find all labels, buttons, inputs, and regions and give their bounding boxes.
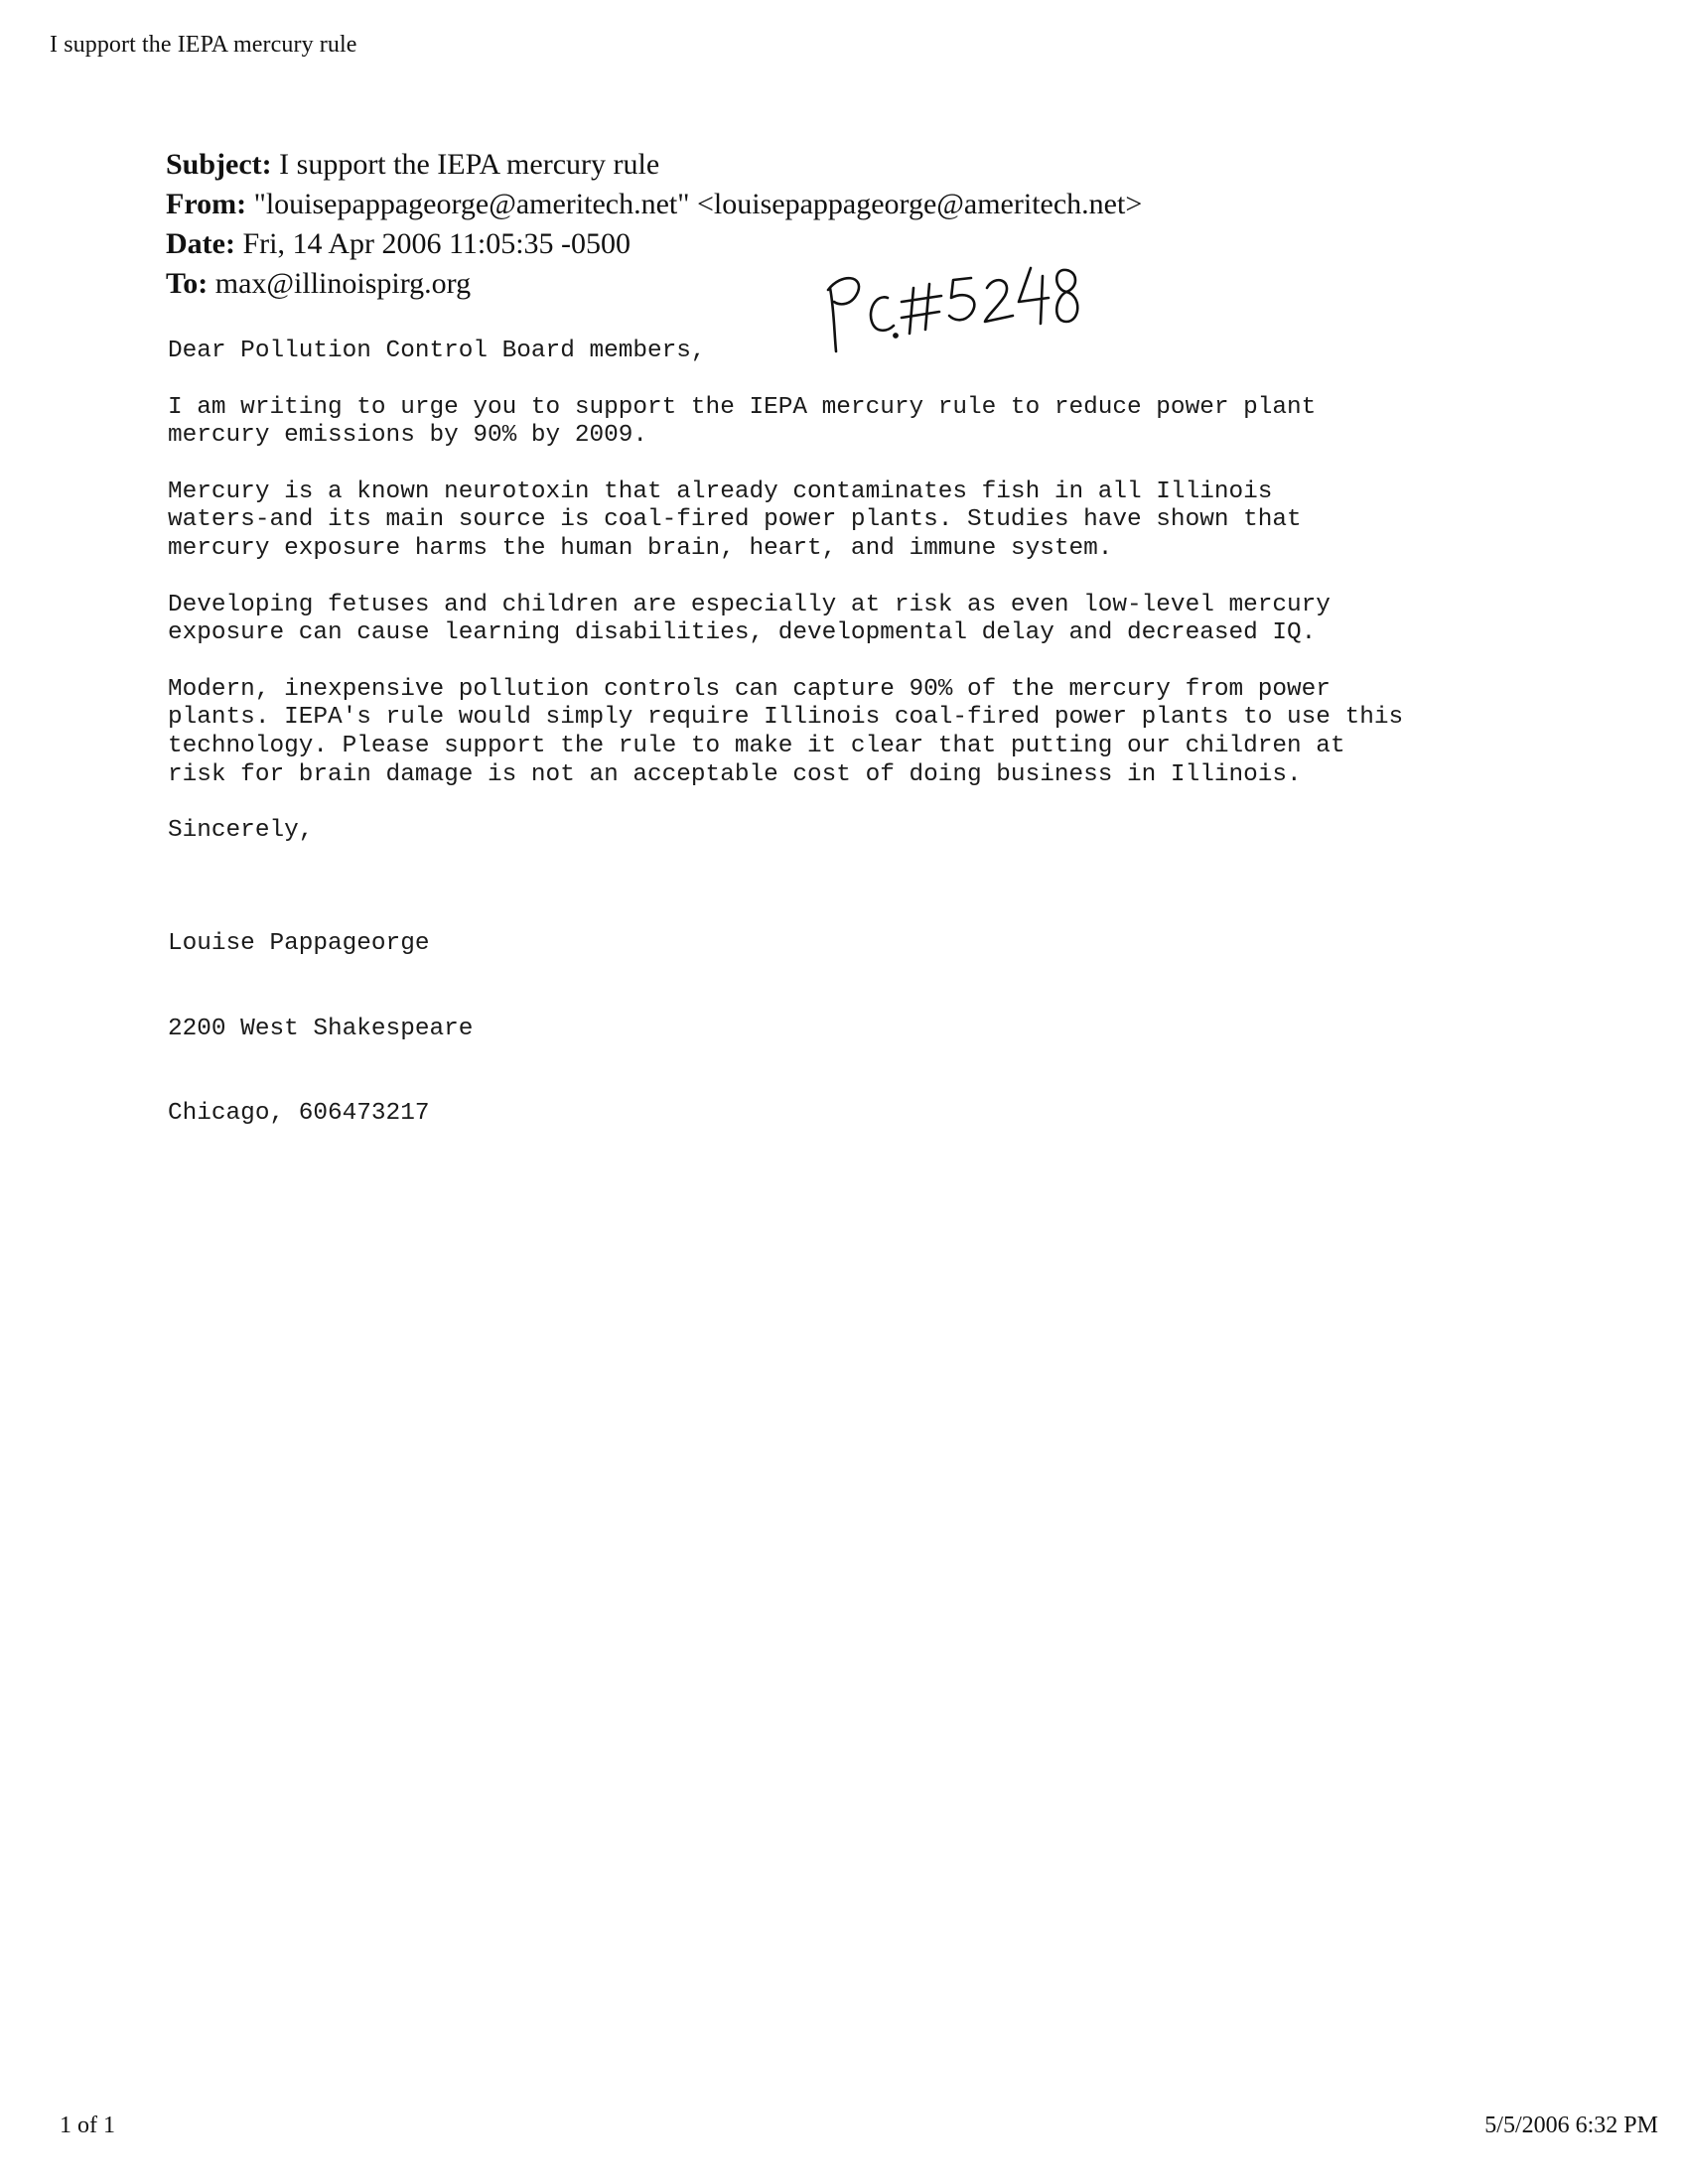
body-paragraph-2: Mercury is a known neurotoxin that already contaminates fish in all Illinois waters-and its main source is coal-fired power plants. Studies have shown that mercury exposure harms the human brain, heart, and immune system. (168, 478, 1302, 562)
to-value: max@illinoispirg.org (214, 267, 472, 300)
closing: Sincerely, (168, 817, 314, 845)
salutation: Dear Pollution Control Board members, (168, 338, 706, 364)
signer-street: 2200 West Shakespeare (168, 1015, 474, 1042)
subject-label: Subject: (166, 148, 272, 181)
signature-block (168, 874, 1617, 1186)
body-paragraph-3: Developing fetuses and children are especially at risk as even low-level mercury exposure can cause learning disabilities, developmental delay and decreased IQ. (168, 591, 1331, 647)
from-value: "louisepappageorge@ameritech.net" <louisepappageorge@ameritech.net> (253, 188, 1143, 220)
body-paragraph-1: I am writing to urge you to support the IEPA mercury rule to reduce power plant mercury emissions by 90% by 2009. (168, 393, 1317, 450)
from-row (166, 185, 1142, 224)
signer-name: Louise Pappageorge (168, 929, 430, 957)
date-value: Fri, 14 Apr 2006 11:05:35 -0500 (242, 227, 632, 260)
date-label: Date: (166, 227, 235, 260)
printed-timestamp: 5/5/2006 6:32 PM (1484, 2113, 1658, 2138)
to-label: To: (166, 267, 209, 300)
subject-row (166, 145, 1142, 185)
page-count: 1 of 1 (60, 2113, 115, 2138)
subject-value: I support the IEPA mercury rule (279, 148, 660, 181)
from-label: From: (166, 188, 247, 220)
email-body (168, 338, 1617, 1185)
date-row (166, 224, 1142, 264)
body-paragraph-4: Modern, inexpensive pollution controls can capture 90% of the mercury from power plants. IEPA's rule would simply require Illinois coal-fired power plants to use this technology. Please support the rule to make it clear that putting our children at risk for brain damage is not an acceptable cost of doing business in Illinois. (168, 675, 1404, 788)
page-header-title: I support the IEPA mercury rule (50, 32, 357, 58)
signer-city: Chicago, 606473217 (168, 1100, 430, 1128)
